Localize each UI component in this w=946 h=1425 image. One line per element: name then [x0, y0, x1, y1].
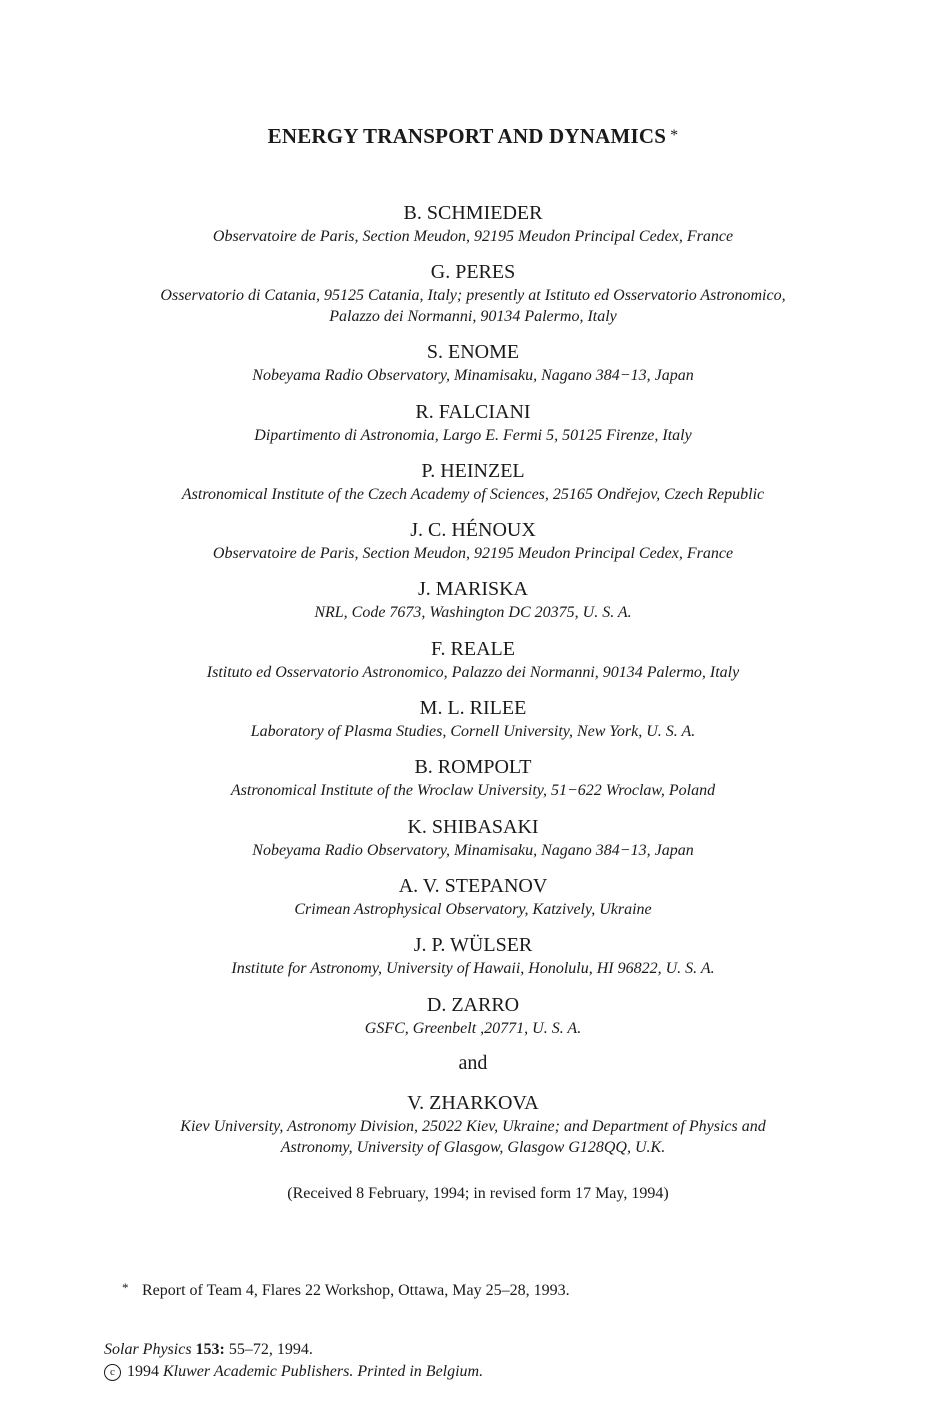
- journal-pages: 55–72, 1994.: [228, 1341, 313, 1358]
- author-list: [0, 200, 946, 1051]
- received-dates: (Received 8 February, 1994; in revised form 17 May, 1994): [287, 1185, 669, 1202]
- author-entry: [0, 200, 946, 259]
- author-name: R. FALCIANI: [415, 400, 531, 423]
- author-name: J. MARISKA: [417, 578, 529, 601]
- journal-line: [104, 1339, 483, 1361]
- author-affiliation: Kiev University, Astronomy Division, 25022 Kiev, Ukraine; and Department of Physics and: [180, 1118, 766, 1135]
- author-affiliation: Astronomical Institute of the Czech Academy of Sciences, 25165 Ondřejov, Czech Republic: [181, 485, 765, 503]
- author-affiliation: Observatoire de Paris, Section Meudon, 92195 Meudon Principal Cedex, France: [212, 545, 734, 563]
- author-affiliation: Osservatorio di Catania, 95125 Catania, Italy; presently at Istituto ed Osservatorio Astronomico,: [160, 287, 786, 305]
- author-affiliation: Nobeyama Radio Observatory, Minamisaku, Nagano 384−13, Japan: [252, 367, 694, 385]
- title-text: ENERGY TRANSPORT AND DYNAMICS: [267, 124, 667, 148]
- title-footnote-marker: *: [670, 127, 679, 144]
- author-name: K. SHIBASAKI: [407, 815, 539, 838]
- author-affiliation-line-2: Astronomy, University of Glasgow, Glasgow G128QQ, U.K.: [280, 1139, 666, 1156]
- author-affiliation: Astronomical Institute of the Wroclaw University, 51−622 Wroclaw, Poland: [230, 782, 716, 800]
- author-entry: [0, 992, 946, 1051]
- author-name: F. REALE: [431, 637, 515, 660]
- title-footnote: [122, 1282, 570, 1300]
- author-name: G. PERES: [430, 261, 516, 284]
- author-entry: [0, 259, 946, 339]
- article-title: [0, 124, 946, 149]
- footnote-text: Report of Team 4, Flares 22 Workshop, Ottawa, May 25–28, 1993.: [142, 1282, 570, 1299]
- author-entry: [0, 576, 946, 635]
- author-entry: [0, 636, 946, 695]
- author-entry: [0, 873, 946, 932]
- author-affiliation: Laboratory of Plasma Studies, Cornell University, New York, U. S. A.: [250, 723, 696, 741]
- author-name: J. P. WÜLSER: [413, 934, 533, 957]
- journal-citation: [104, 1339, 483, 1383]
- author-affiliation: Istituto ed Osservatorio Astronomico, Palazzo dei Normanni, 90134 Palermo, Italy: [206, 663, 740, 681]
- author-affiliation: Nobeyama Radio Observatory, Minamisaku, Nagano 384−13, Japan: [252, 841, 694, 859]
- author-entry: [0, 932, 946, 991]
- author-name: J. C. HÉNOUX: [410, 519, 536, 542]
- author-name: V. ZHARKOVA: [407, 1092, 539, 1114]
- author-entry: [0, 339, 946, 398]
- author-name: D. ZARRO: [426, 993, 520, 1016]
- author-affiliation: Institute for Astronomy, University of Hawaii, Honolulu, HI 96822, U. S. A.: [231, 960, 715, 978]
- author-name: B. SCHMIEDER: [403, 202, 543, 224]
- journal-volume: 153:: [195, 1341, 225, 1358]
- journal-name: Solar Physics: [104, 1341, 192, 1358]
- author-entry: [0, 517, 946, 576]
- author-affiliation: Observatoire de Paris, Section Meudon, 92195 Meudon Principal Cedex, France: [212, 228, 734, 245]
- author-name: P. HEINZEL: [421, 459, 525, 482]
- author-entry: [0, 399, 946, 458]
- author-name: S. ENOME: [426, 341, 520, 364]
- publisher-text: Kluwer Academic Publishers. Printed in Belgium.: [163, 1363, 484, 1380]
- author-name: B. ROMPOLT: [414, 756, 532, 779]
- copyright-line: [104, 1361, 483, 1383]
- footnote-marker: *: [122, 1280, 129, 1295]
- author-affiliation: GSFC, Greenbelt ,20771, U. S. A.: [364, 1019, 582, 1037]
- author-affiliation: NRL, Code 7673, Washington DC 20375, U. S. A.: [314, 604, 632, 622]
- copyright-year: 1994: [127, 1363, 159, 1380]
- author-entry: [0, 458, 946, 517]
- author-name: M. L. RILEE: [419, 697, 527, 720]
- author-conjunction: and: [458, 1052, 488, 1074]
- last-author-entry: [0, 1090, 946, 1158]
- author-affiliation: Crimean Astrophysical Observatory, Katzively, Ukraine: [294, 900, 652, 918]
- author-name: A. V. STEPANOV: [398, 874, 548, 897]
- author-affiliation: Dipartimento di Astronomia, Largo E. Fermi 5, 50125 Firenze, Italy: [254, 426, 692, 444]
- copyright-icon: c: [104, 1364, 121, 1381]
- author-affiliation-line-2: Palazzo dei Normanni, 90134 Palermo, Italy: [329, 308, 617, 326]
- author-entry: [0, 754, 946, 813]
- author-entry: [0, 814, 946, 873]
- author-entry: [0, 695, 946, 754]
